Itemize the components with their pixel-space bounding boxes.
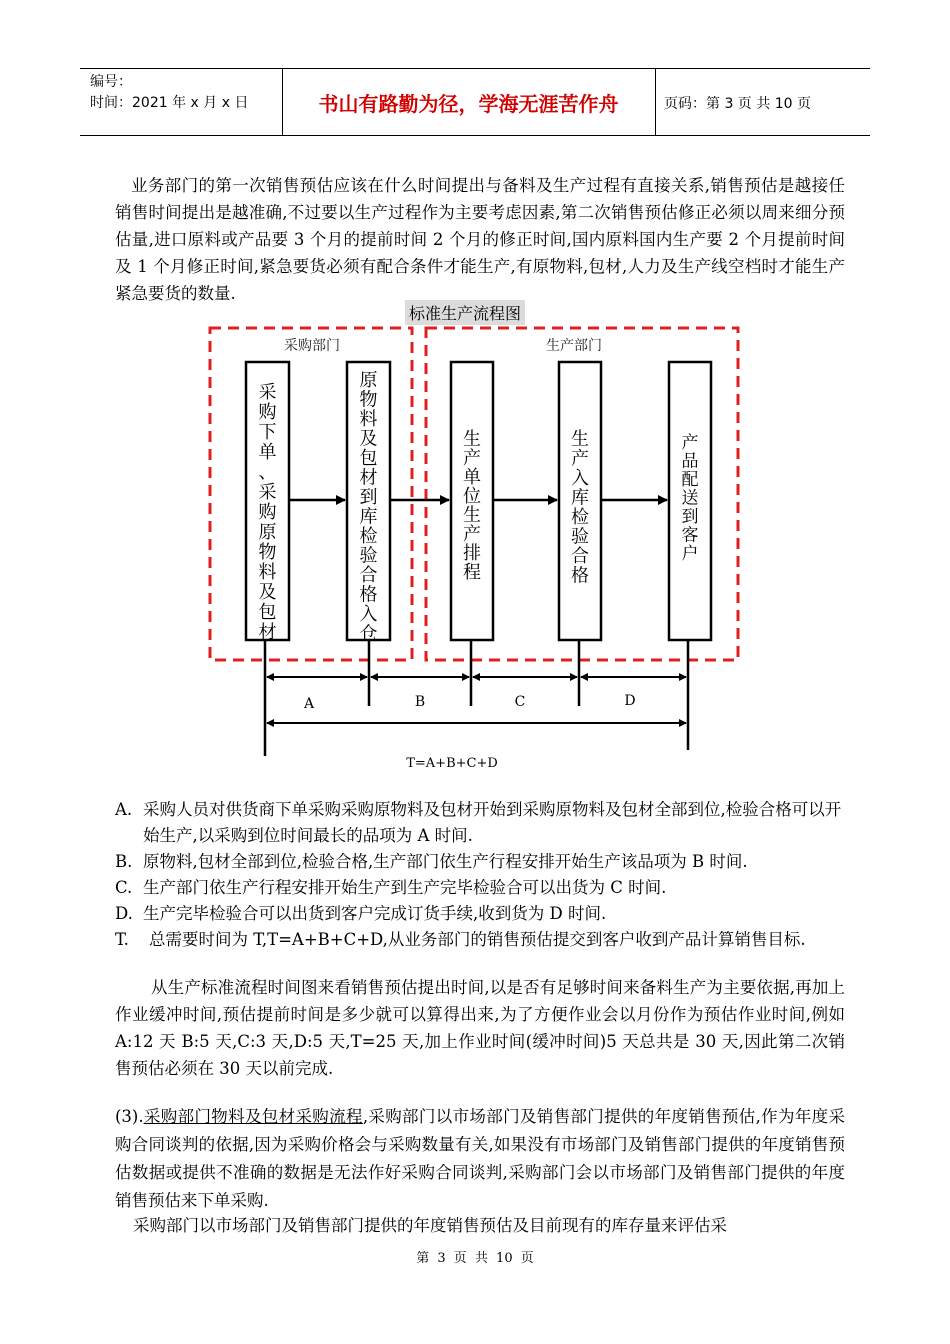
box-label-production-inspection: 生产入库检验合格 bbox=[571, 429, 589, 587]
box-label-delivery: 产品配送到客户 bbox=[681, 433, 699, 564]
segment-label-b: B bbox=[414, 694, 426, 710]
code-label: 编号： bbox=[90, 74, 132, 90]
list-text: 采购人员对供货商下单采购采购原物料及包材开始到采购原物料及包材全部到位,检验合格可以开始生产,以采购到位时间最长的品项为 A 时间. bbox=[143, 800, 842, 845]
list-marker: C. bbox=[115, 878, 133, 897]
list-marker: T. bbox=[115, 930, 129, 949]
list-item bbox=[115, 901, 845, 927]
paragraph-purchase-evaluation: 采购部门以市场部门及销售部门提供的年度销售预估及目前现有的库存量来评估采 bbox=[133, 1216, 727, 1235]
box-label-material-inbound: 原物料及包材到库检验合格入仓 bbox=[359, 370, 378, 645]
list-item bbox=[115, 927, 845, 953]
list-text: 总需要时间为 T,T=A+B+C+D,从业务部门的销售预估提交到客户收到产品计算销售目标. bbox=[149, 930, 806, 949]
list-item bbox=[115, 797, 845, 849]
list-item bbox=[115, 875, 845, 901]
intro-paragraph: 业务部门的第一次销售预估应该在什么时间提出与备料及生产过程有直接关系,销售预估是越接任销售时间提出是越准确,不过要以生产过程作为主要考虑因素,第二次销售预估修正必须以周来细分预估量,进口原料或产品要 3 个月的提前时间 2 个月的修正时间,国内原料国内生产要 2 个月提前时间及 1 个月修正时间,紧急要货必须有配合条件才能生产,有原物料,包材,人力及生产线空档时才能生产紧急要货的数量. bbox=[115, 176, 845, 303]
header-page-info: 页码：第 3 页 共 10 页 bbox=[664, 96, 811, 112]
purchase-dept-label: 采购部门 bbox=[284, 338, 340, 354]
paragraph-lead-time: 从生产标准流程时间图来看销售预估提出时间,以是否有足够时间来备料生产为主要依据,再加上作业缓冲时间,预估提前时间是多少就可以算得出来,为了方便作业会以月份作为预估作业时间,例如 A:12 天 B:5 天,C:3 天,D:5 天,T=25 天,加上作业时间(缓冲时间)5 天总共是 30 天,因此第二次销售预估必须在 30 天以前完成. bbox=[115, 978, 845, 1078]
list-marker: D. bbox=[115, 904, 133, 923]
definition-list bbox=[115, 797, 845, 953]
header-motto: 书山有路勤为径，学海无涯苦作舟 bbox=[318, 92, 619, 116]
list-text: 生产完毕检验合可以出货到客户完成订货手续,收到货为 D 时间. bbox=[143, 904, 607, 923]
section-number: (3). bbox=[115, 1107, 144, 1126]
list-item bbox=[115, 849, 845, 875]
segment-label-a: A bbox=[303, 696, 315, 712]
list-text: 原物料,包材全部到位,检验合格,生产部门依生产行程安排开始生产该品项为 B 时间. bbox=[143, 852, 748, 871]
segment-label-c: C bbox=[514, 694, 526, 710]
box-label-purchase-order: 采购下单、采购原物料及包材 bbox=[258, 382, 277, 643]
list-marker: A. bbox=[115, 800, 133, 819]
production-dept-label: 生产部门 bbox=[546, 338, 602, 354]
list-marker: B. bbox=[115, 852, 133, 871]
figure-title: 标准生产流程图 bbox=[405, 300, 525, 325]
date-label: 时间：2021 年 x 月 x 日 bbox=[90, 95, 249, 111]
box-label-production-schedule: 生产单位生产排程 bbox=[463, 429, 481, 583]
section-3-paragraph bbox=[115, 1103, 845, 1215]
page-footer: 第 3 页 共 10 页 bbox=[416, 1251, 534, 1266]
section-heading: 采购部门物料及包材采购流程 bbox=[143, 1107, 363, 1126]
segment-label-d: D bbox=[624, 693, 636, 709]
section-body: ,采购部门以市场部门及销售部门提供的年度销售预估,作为年度采购合同谈判的依据,因为采购价格会与采购数量有关,如果没有市场部门及销售部门提供的年度销售预估数据或提供不准确的数据是无法作好采购合同谈判,采购部门会以市场部门及销售部门提供的年度销售预估来下单采购. bbox=[115, 1107, 845, 1210]
list-text: 生产部门依生产行程安排开始生产到生产完毕检验合可以出货为 C 时间. bbox=[143, 878, 667, 897]
total-formula: T=A+B+C+D bbox=[406, 756, 498, 771]
